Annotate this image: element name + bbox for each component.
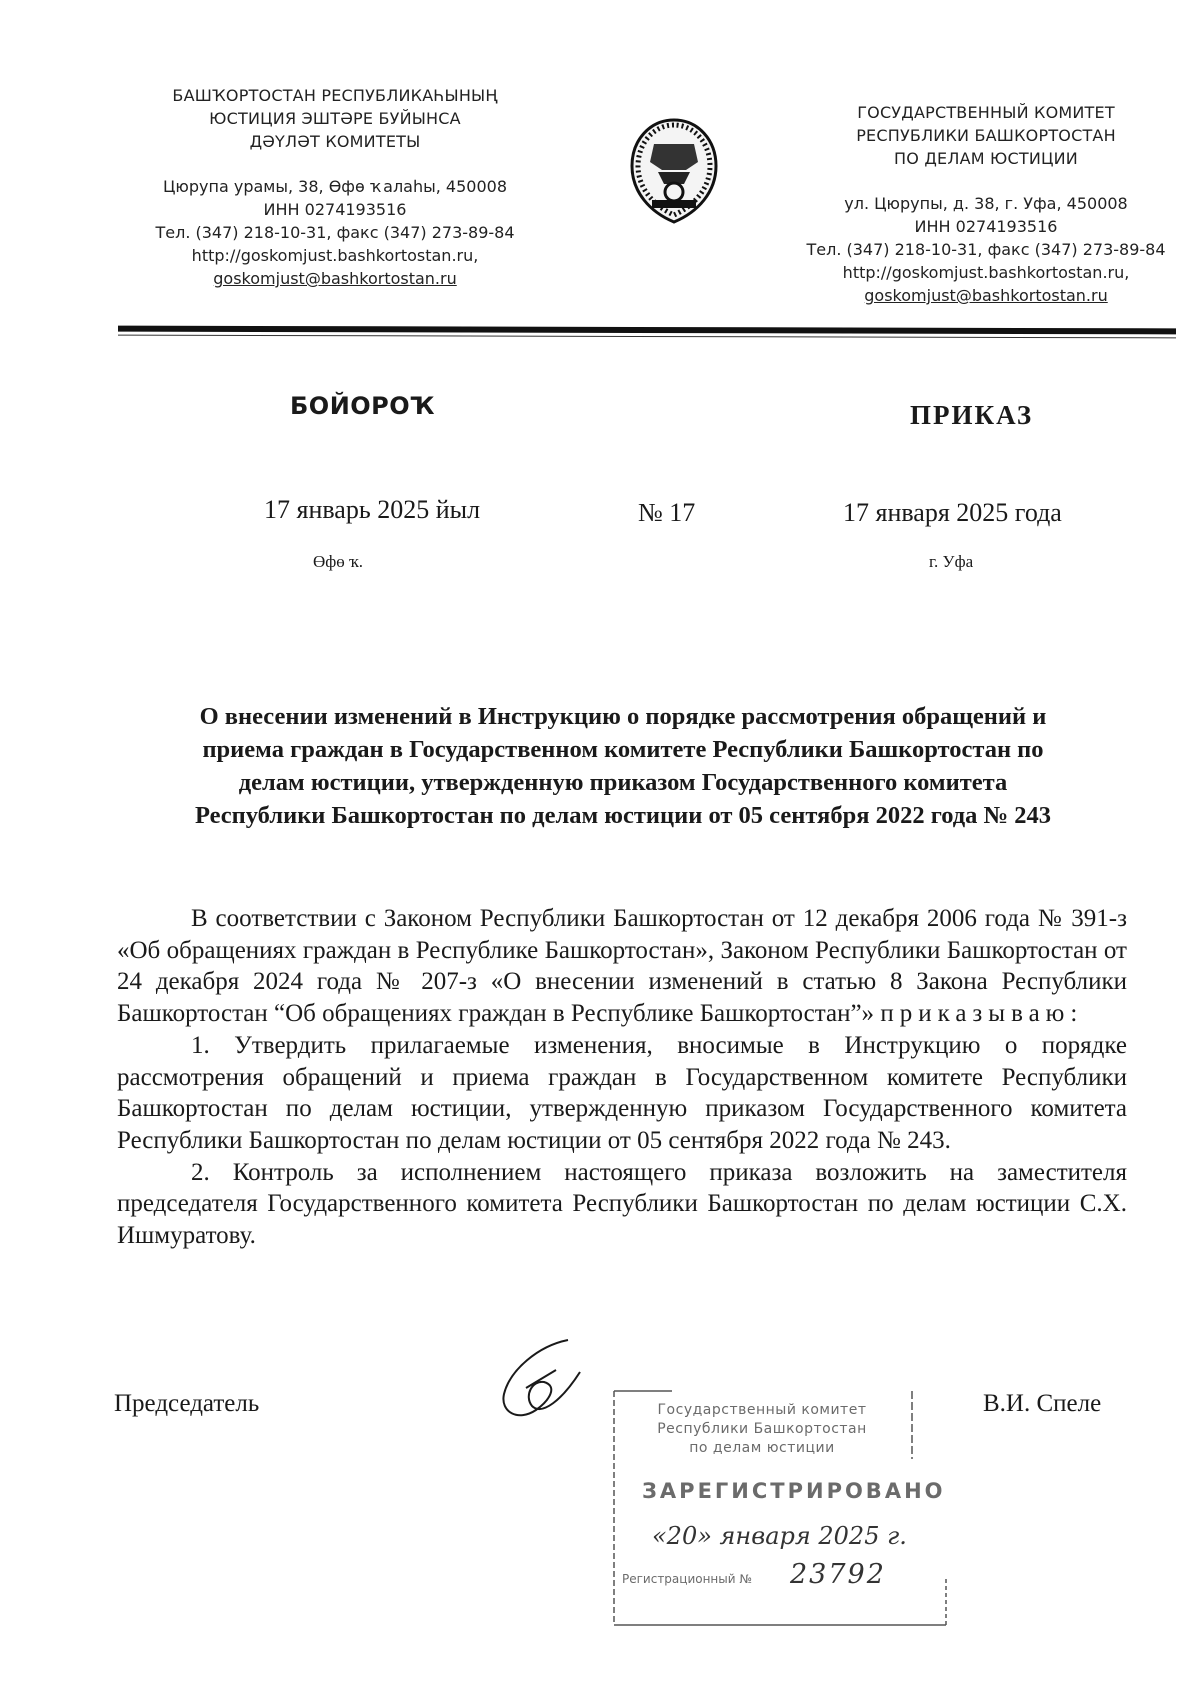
address-ba: Цюрупа урамы, 38, Өфө ҡалаһы, 450008 (162, 177, 507, 196)
registration-stamp (612, 1389, 952, 1629)
stamp-date: «20» января 2025 г. (652, 1522, 907, 1550)
inn-ru: ИНН 0274193516 (914, 217, 1058, 236)
header-divider-thick (118, 326, 1176, 335)
handwritten-signature (488, 1330, 598, 1435)
place-ba: Өфө ҡ. (313, 552, 364, 571)
inn-ba: ИНН 0274193516 (263, 200, 407, 219)
header-divider-thin (118, 335, 1176, 339)
header-left (135, 84, 535, 290)
email-ru[interactable]: goskomjust@bashkortostan.ru (864, 286, 1108, 305)
website-ba[interactable]: http://goskomjust.bashkortostan.ru, (191, 246, 479, 265)
stamp-org-line: по делам юстиции (689, 1440, 835, 1456)
preamble-text: В соответствии с Законом Республики Башкортостан от 12 декабря 2006 года № 391-з «Об обращениях граждан в Республике Башкортостан», Законом Республики Башкортостан от 24 декабря 2024 года № 207-з «О внесении изменений в статью 8 Закона Республики Башкортостан “Об обращениях граждан в Республике Башкортостан”» (117, 905, 1127, 1028)
org-name-ba-line3: ДӘҮЛӘТ КОМИТЕТЫ (249, 132, 421, 151)
place-ru: г. Уфа (929, 552, 974, 571)
org-name-ba-line1: БАШҠОРТОСТАН РЕСПУБЛИКАҺЫНЫҢ (172, 86, 498, 105)
phone-ba: Тел. (347) 218-10-31, факс (347) 273-89-84 (155, 223, 515, 242)
email-ba[interactable]: goskomjust@bashkortostan.ru (213, 269, 457, 288)
phone-ru: Тел. (347) 218-10-31, факс (347) 273-89-84 (806, 240, 1166, 259)
org-name-ru-line3: ПО ДЕЛАМ ЮСТИЦИИ (894, 149, 1078, 168)
header-right (771, 101, 1200, 307)
stamp-status: ЗАРЕГИСТРИРОВАНО (642, 1479, 946, 1503)
org-name-ru-line2: РЕСПУБЛИКИ БАШКОРТОСТАН (856, 126, 1116, 145)
preamble-paragraph (117, 903, 1127, 1030)
signatory-position: Председатель (114, 1390, 260, 1417)
order-word: приказываю: (880, 1000, 1084, 1028)
coat-of-arms-emblem (624, 114, 724, 229)
stamp-reg-label: Регистрационный № (622, 1572, 752, 1586)
stamp-org-line: Государственный комитет (657, 1402, 867, 1418)
doc-type-ru: ПРИКАЗ (910, 400, 1034, 430)
website-ru[interactable]: http://goskomjust.bashkortostan.ru, (842, 263, 1130, 282)
subject-line: делам юстиции, утвержденную приказом Государственного комитета (238, 769, 1008, 796)
subject-line: О внесении изменений в Инструкцию о порядке рассмотрения обращений и (199, 703, 1047, 730)
stamp-reg-number: 23792 (790, 1559, 886, 1590)
order-body (117, 903, 1127, 1252)
subject-line: приема граждан в Государственном комитете Республики Башкортостан по (202, 736, 1044, 763)
doc-type-ba: БОЙОРОҠ (290, 392, 436, 420)
stamp-org (612, 1401, 912, 1458)
date-ba: 17 январь 2025 йыл (264, 495, 481, 524)
order-number: № 17 (638, 498, 696, 527)
subject-line: Республики Башкортостан по делам юстиции от 05 сентября 2022 года № 243 (194, 802, 1052, 829)
stamp-org-line: Республики Башкортостан (657, 1421, 867, 1437)
order-subject (118, 700, 1128, 832)
order-item-2: 2. Контроль за исполнением настоящего приказа возложить на заместителя председателя Государственного комитета Республики Башкортостан по делам юстиции С.Х. Ишмуратову. (117, 1158, 1127, 1250)
signatory-name: В.И. Спеле (983, 1390, 1102, 1417)
order-item-1: 1. Утвердить прилагаемые изменения, вносимые в Инструкцию о порядке рассмотрения обращений и приема граждан в Государственном комитете Республики Башкортостан по делам юстиции, утвержденную приказом Государственного комитета Республики Башкортостан по делам юстиции от 05 сентября 2022 года № 243. (117, 1031, 1127, 1154)
address-ru: ул. Цюрупы, д. 38, г. Уфа, 450008 (844, 194, 1128, 213)
org-name-ba-line2: ЮСТИЦИЯ ЭШТӘРЕ БУЙЫНСА (209, 109, 461, 128)
org-name-ru-line1: ГОСУДАРСТВЕННЫЙ КОМИТЕТ (857, 103, 1115, 122)
date-ru: 17 января 2025 года (843, 498, 1062, 527)
